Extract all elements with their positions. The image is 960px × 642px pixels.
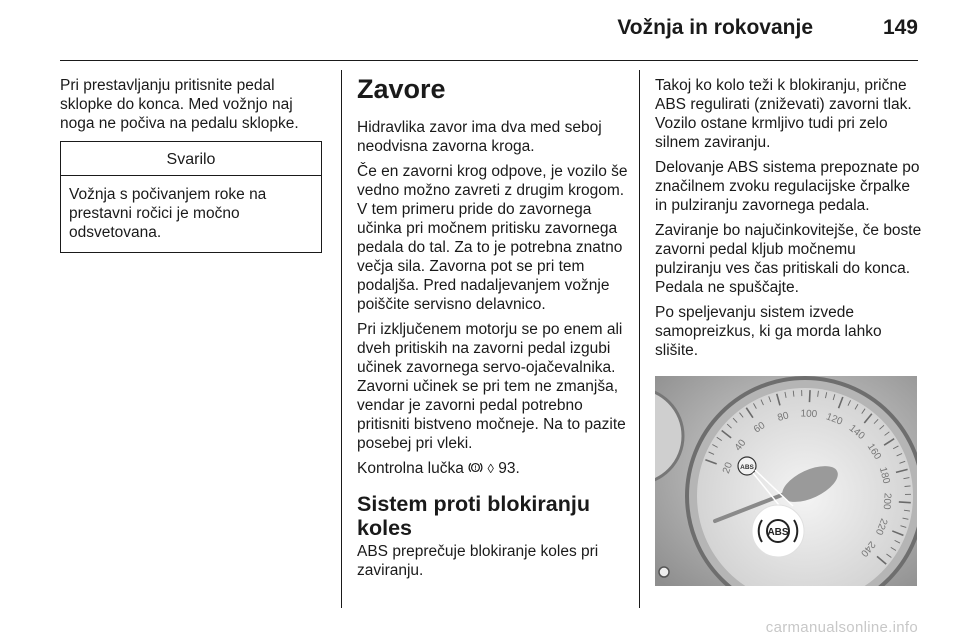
speedometer-tick [809,390,810,402]
control-lamp-page-ref[interactable]: 93. [498,460,520,477]
speedometer-tick-label: 160 [864,441,884,462]
speedometer-illustration [655,376,917,586]
abs-paragraph-2: Delovanje ABS sistema prepoznate po značilnem zvoku regulacijske črpalke in pulziranju zavornega pedala. [655,159,920,214]
warning-box [60,141,322,253]
abs-intro: ABS preprečuje blokiranje koles pri zaviranju. [357,543,599,579]
speedometer-tick-label: 220 [872,516,890,537]
column-divider-1 [341,70,342,608]
speedometer-tick-label: 200 [880,492,893,510]
cross-reference-icon: ◊ [487,461,494,476]
abs-paragraph-3: Zaviranje bo najučinkovitejše, če boste zavorni pedal kljub močnemu pulziranju ves čas pritiskali do konca. Pedala ne spuščajte. [655,222,922,296]
speedometer-tick-label: 180 [876,465,892,485]
watermark: carmanualsonline.info [765,619,918,636]
header-title: Vožnja in rokovanje [617,16,813,39]
abs-paragraph-1: Takoj ko kolo teži k blokiranju, prične ABS regulirati (zniževati) zavorni tlak. Vozilo ostane krmljivo tudi pri zelo silnem zaviranju. [655,77,912,151]
speedometer-tick-label: 80 [776,410,791,424]
column-3 [655,76,923,586]
speedometer-tick-label: 20 [721,460,736,476]
speedometer-tick [905,486,911,487]
warning-heading: Svarilo [61,142,321,176]
page-number: 149 [882,16,918,39]
speedometer-tick-label: 140 [846,422,867,442]
abs-paragraph-4: Po speljevanju sistem izvede samopreizkus, ki ga morda lahko slišite. [655,304,882,359]
abs-lamp-small-label: ABS [740,464,754,471]
brakes-paragraph-2: Če en zavorni krog odpove, je vozilo še vedno možno zavreti z drugim krogom. V tem primeru pride do zavornega učinka pri močnem pritisku zavornega pedala do tal. Za to je potrebna znatno večja sila. Zavorna pot se pri tem podaljša. Pred nadaljevanjem vožnje poiščite servisno delavnico. [357,163,628,313]
control-lamp-line [357,459,629,478]
brakes-paragraph-1: Hidravlika zavor ima dva med seboj neodvisna zavorna kroga. [357,119,602,155]
speedometer-tick [899,502,911,503]
warning-body: Vožnja s počivanjem roke na prestavni ročici je močno odsvetovana. [69,186,267,241]
abs-heading: Sistem proti blokiranju koles [357,492,590,540]
speedometer-tick-label: 240 [858,538,878,559]
brakes-heading: Zavore [357,74,446,104]
column-1 [60,76,328,253]
brake-warning-lamp-icon [468,460,483,475]
svg-text:!: ! [474,464,477,472]
control-lamp-label: Kontrolna lučka [357,460,464,477]
abs-icon-label: ABS [767,527,789,538]
speedometer-tick-label: 120 [824,411,844,428]
header-rule [60,60,918,61]
trip-reset-knob [659,567,669,577]
clutch-intro: Pri prestavljanju pritisnite pedal sklopke do konca. Med vožnjo naj noga ne počiva na pedalu sklopke. [60,77,299,132]
brakes-paragraph-3: Pri izključenem motorju se po enem ali dveh pritiskih na zavorni pedal izgubi učinek zavornega servo-ojačevalnika. Zavorni učinek se pri tem ne zmanjša, vendar je zavorni pedal potrebno pritisniti bistveno močneje. Na to pazite posebej pri vleki. [357,321,626,452]
speedometer-tick-label: 60 [751,420,768,436]
column-2 [357,74,629,586]
speedometer-tick-label: 40 [732,437,749,454]
speedometer-tick-label: 100 [800,408,818,421]
column-divider-2 [639,70,640,608]
speedometer-figure [655,376,917,586]
